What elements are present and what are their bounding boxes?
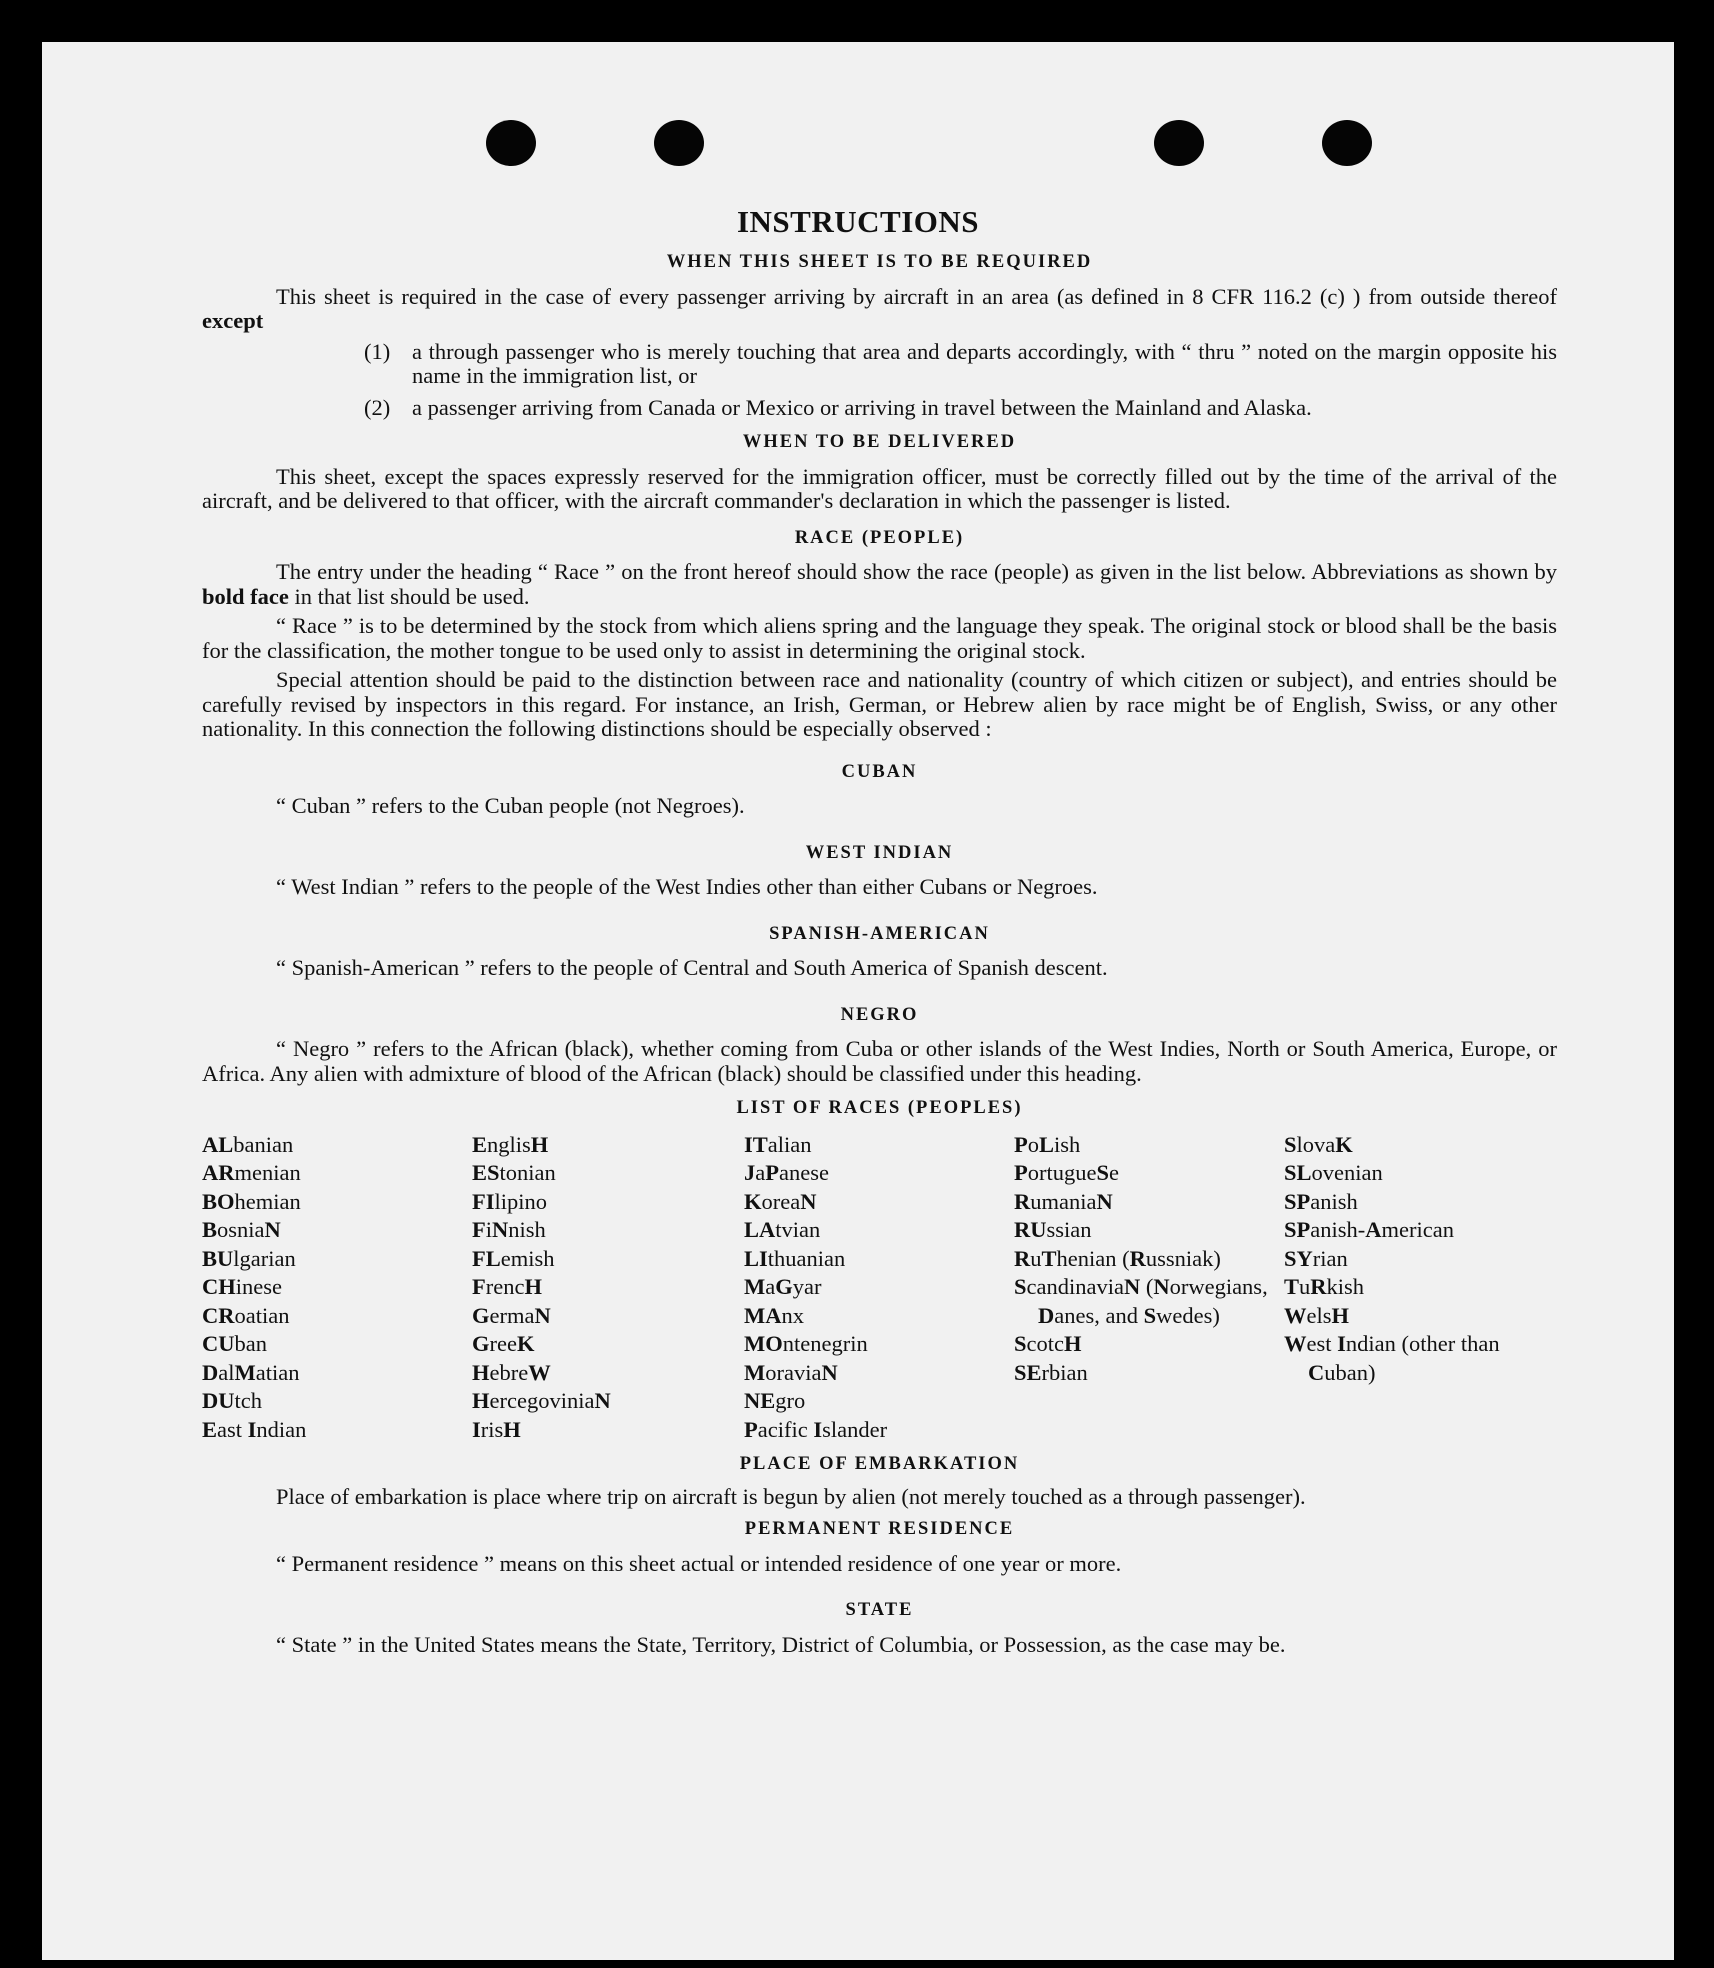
punch-hole: [1322, 120, 1372, 166]
list-item: ITalian: [744, 1131, 812, 1157]
page-title: INSTRUCTIONS: [736, 204, 979, 239]
list-item: SYrian: [1284, 1245, 1348, 1271]
item-text: a passenger arriving from Canada or Mexico or arriving in travel between the Mainland and Alaska.: [412, 394, 1312, 420]
race-paragraph-2: “ Race ” is to be determined by the stock from which aliens spring and the language they speak. The original stock or blood shall be the basis for the classification, the mother tongue to be used only to assist in determining the original stock.: [202, 613, 1557, 663]
races-column-3: [744, 1131, 1014, 1445]
list-item: NEgro: [744, 1388, 806, 1413]
required-text: This sheet is required in the case of every passenger arriving by aircraft in an area (as defined in 8 CFR 116.2 (c) ) from outside thereof: [276, 283, 1557, 309]
list-item: BosniaN: [202, 1217, 281, 1242]
list-item: FrencH: [472, 1274, 542, 1299]
section-heading-residence: PERMANENT RESIDENCE: [744, 1519, 1015, 1539]
required-item-2: [364, 396, 1557, 421]
list-item: East Indian: [202, 1416, 307, 1442]
list-item: BOhemian: [202, 1188, 301, 1214]
list-item: RuThenian (Russniak): [1014, 1245, 1221, 1271]
spanish-american-paragraph: “ Spanish-American ” refers to the people of Central and South America of Spanish descent.: [276, 955, 1108, 980]
list-item: WelsH: [1284, 1302, 1350, 1328]
list-item: LAtvian: [744, 1217, 821, 1242]
list-item: BUlgarian: [202, 1245, 296, 1271]
list-item: SPanish: [1284, 1188, 1358, 1214]
list-item: ScotcH: [1014, 1331, 1082, 1356]
list-item: PortugueSe: [1014, 1160, 1119, 1185]
punch-hole: [1154, 120, 1204, 166]
list-item: MOntenegrin: [744, 1331, 868, 1356]
section-heading-west-indian: WEST INDIAN: [805, 842, 954, 863]
list-item: GermaN: [472, 1302, 551, 1328]
list-item: MAnx: [744, 1302, 804, 1328]
races-column-1: [202, 1131, 472, 1445]
required-except: except: [202, 308, 264, 333]
list-item: DalMatian: [202, 1359, 300, 1385]
section-heading-required: WHEN THIS SHEET IS TO BE REQUIRED: [666, 252, 1093, 272]
list-item: SlovaK: [1284, 1131, 1353, 1157]
list-item: JaPanese: [744, 1160, 829, 1185]
section-heading-race: RACE (PEOPLE): [794, 527, 965, 548]
delivered-paragraph: This sheet, except the spaces expressly reserved for the immigration officer, must be correctly filled out by the time of the arrival of the aircraft, and be delivered to that officer, with the aircraft commander's declaration in which the passenger is listed.: [202, 463, 1557, 513]
list-item: RumaniaN: [1014, 1188, 1113, 1214]
list-item: West Indian (other than Cuban): [1284, 1331, 1500, 1385]
list-item: CUban: [202, 1331, 267, 1356]
negro-paragraph: “ Negro ” refers to the African (black), whether coming from Cuba or other islands of the West Indies, North or South America, Europe, or Africa. Any alien with admixture of blood of the African (black) should be classified under this heading.: [202, 1036, 1557, 1086]
cuban-paragraph: “ Cuban ” refers to the Cuban people (not Negroes).: [276, 793, 745, 818]
races-list: [202, 1131, 1557, 1445]
state-paragraph: “ State ” in the United States means the State, Territory, District of Columbia, or Possession, as the case may be.: [276, 1631, 1286, 1657]
race-text: The entry under the heading “ Race ” on the front hereof should show the race (people) as given in the list below. Abbreviations as shown by: [276, 559, 1557, 584]
list-item: CHinese: [202, 1274, 282, 1299]
list-item: FiNnish: [472, 1217, 546, 1242]
instructions-body: [202, 250, 1557, 1657]
races-column-5: [1284, 1131, 1557, 1445]
list-item: GreeK: [472, 1331, 535, 1356]
race-paragraph-1: [202, 560, 1557, 609]
list-item: SLovenian: [1284, 1160, 1383, 1185]
list-item: MaGyar: [744, 1274, 822, 1299]
list-item: PoLish: [1014, 1131, 1081, 1157]
race-text-end: in that list should be used.: [294, 583, 530, 609]
section-heading-cuban: CUBAN: [841, 761, 918, 782]
list-item: SPanish-American: [1284, 1217, 1454, 1242]
list-item: Pacific Islander: [744, 1416, 888, 1442]
section-heading-state: STATE: [845, 1600, 914, 1620]
item-text: a through passenger who is merely touching that area and departs accordingly, with “ thru ” noted on the margin opposite his name in the immigration list, or: [412, 338, 1557, 388]
list-item: ARmenian: [202, 1160, 301, 1185]
required-item-1: [364, 340, 1557, 389]
punch-hole: [486, 120, 536, 166]
west-indian-paragraph: “ West Indian ” refers to the people of the West Indies other than either Cubans or Negroes.: [276, 874, 1098, 899]
list-item: HercegoviniaN: [472, 1388, 611, 1413]
section-heading-spanish-american: SPANISH-AMERICAN: [769, 923, 990, 944]
residence-paragraph: “ Permanent residence ” means on this sheet actual or intended residence of one year or more.: [276, 1550, 1122, 1576]
list-item: MoraviaN: [744, 1359, 838, 1385]
list-item: SErbian: [1014, 1359, 1088, 1385]
list-item: DUtch: [202, 1388, 262, 1413]
races-column-4: [1014, 1131, 1284, 1445]
section-heading-delivered: WHEN TO BE DELIVERED: [742, 432, 1017, 452]
punch-hole: [654, 120, 704, 166]
list-item: RUssian: [1014, 1217, 1092, 1242]
section-heading-negro: NEGRO: [840, 1004, 919, 1025]
races-column-2: [472, 1131, 744, 1445]
embarkation-paragraph: Place of embarkation is place where trip on aircraft is begun by alien (not merely touched as a through passenger).: [276, 1483, 1306, 1509]
instruction-sheet: [42, 42, 1674, 1960]
section-heading-embarkation: PLACE OF EMBARKATION: [739, 1454, 1020, 1474]
race-bold-face: bold face: [202, 583, 289, 609]
list-item: EnglisH: [472, 1131, 549, 1157]
list-item: CRoatian: [202, 1302, 290, 1328]
list-item: HebreW: [472, 1359, 551, 1385]
required-paragraph: [202, 285, 1557, 334]
item-number: (1): [364, 338, 391, 364]
list-item: EStonian: [472, 1160, 556, 1185]
list-item: ScandinaviaN (Norwegians, Danes, and Swedes): [1014, 1274, 1268, 1328]
list-item: ALbanian: [202, 1131, 294, 1157]
list-item: IrisH: [472, 1416, 521, 1442]
list-item: LIthuanian: [744, 1245, 846, 1271]
section-heading-list: LIST OF RACES (PEOPLES): [736, 1098, 1023, 1118]
list-item: FLemish: [472, 1245, 555, 1271]
list-item: TuRkish: [1284, 1274, 1365, 1299]
item-number: (2): [364, 394, 391, 420]
race-paragraph-3: Special attention should be paid to the distinction between race and nationality (country of which citizen or subject), and entries should be carefully revised by inspectors in this regard. For instance, an Irish, German, or Hebrew alien by race might be of English, Swiss, or any other nationality. In this connection the following distinctions should be especially observed :: [202, 667, 1557, 741]
list-item: KoreaN: [744, 1188, 817, 1214]
list-item: FIlipino: [472, 1188, 548, 1214]
